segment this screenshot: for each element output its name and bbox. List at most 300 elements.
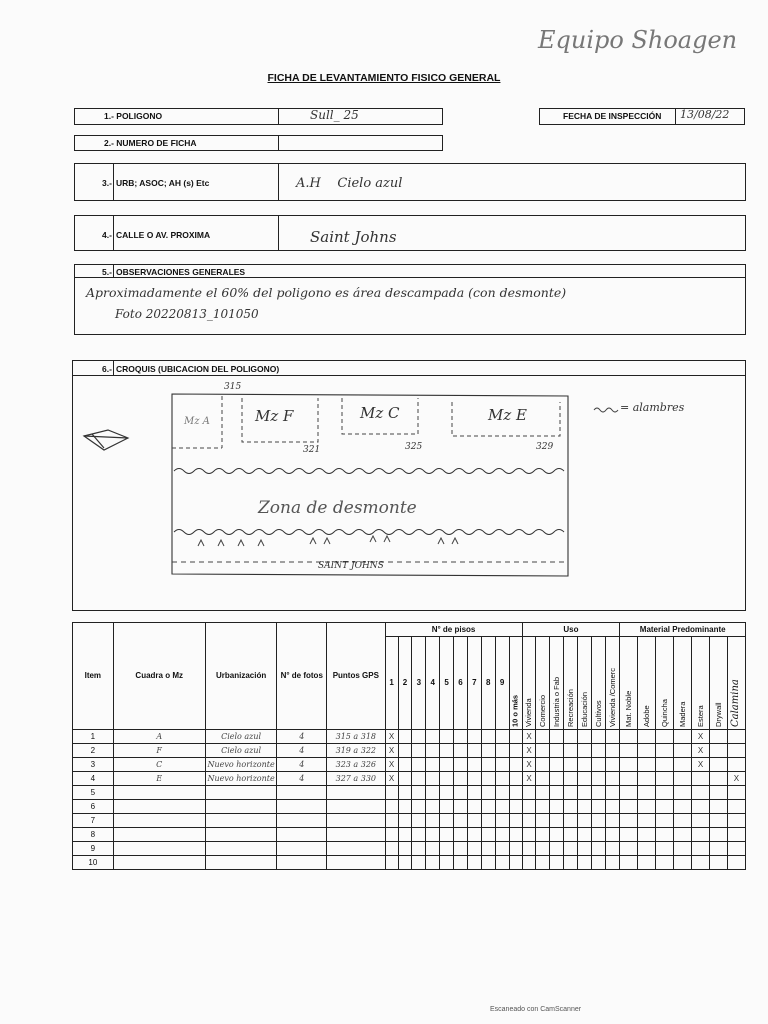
checkbox-cell[interactable]: [440, 758, 454, 772]
checkbox-cell[interactable]: [536, 786, 550, 800]
checkbox-cell[interactable]: [509, 744, 522, 758]
cell-cuadra[interactable]: [113, 828, 205, 842]
checkbox-cell[interactable]: [592, 828, 606, 842]
checkbox-cell[interactable]: [620, 786, 638, 800]
checkbox-cell[interactable]: [454, 730, 468, 744]
checkbox-cell[interactable]: [454, 758, 468, 772]
checkbox-cell[interactable]: [592, 856, 606, 870]
obs-line-2[interactable]: Foto 20220813_101050: [115, 307, 259, 321]
checkbox-cell[interactable]: [656, 800, 674, 814]
checkbox-cell[interactable]: [412, 814, 426, 828]
checkbox-cell[interactable]: [412, 800, 426, 814]
checkbox-cell[interactable]: [692, 856, 710, 870]
cell-urbanizacion[interactable]: [205, 842, 277, 856]
checkbox-cell[interactable]: [638, 758, 656, 772]
checkbox-cell[interactable]: [550, 758, 564, 772]
checkbox-cell[interactable]: [638, 786, 656, 800]
checkbox-cell[interactable]: [620, 758, 638, 772]
checkbox-cell[interactable]: [606, 786, 620, 800]
checkbox-cell[interactable]: [495, 856, 509, 870]
checkbox-cell[interactable]: [592, 772, 606, 786]
checkbox-cell[interactable]: [578, 842, 592, 856]
checkbox-cell[interactable]: [481, 730, 495, 744]
check-mark[interactable]: X: [692, 744, 710, 758]
checkbox-cell[interactable]: [592, 744, 606, 758]
cell-fotos[interactable]: [277, 814, 327, 828]
cell-gps[interactable]: 327 a 330: [327, 772, 386, 786]
checkbox-cell[interactable]: [495, 842, 509, 856]
checkbox-cell[interactable]: [536, 800, 550, 814]
cell-gps[interactable]: [327, 828, 386, 842]
checkbox-cell[interactable]: [620, 730, 638, 744]
checkbox-cell[interactable]: [495, 772, 509, 786]
checkbox-cell[interactable]: [426, 744, 440, 758]
checkbox-cell[interactable]: [426, 758, 440, 772]
cell-gps[interactable]: [327, 786, 386, 800]
checkbox-cell[interactable]: [656, 772, 674, 786]
check-mark[interactable]: X: [522, 744, 536, 758]
cell-fotos[interactable]: [277, 842, 327, 856]
cell-cuadra[interactable]: [113, 856, 205, 870]
checkbox-cell[interactable]: [536, 842, 550, 856]
urb-value[interactable]: A.H Cielo azul: [296, 176, 403, 191]
checkbox-cell[interactable]: [606, 744, 620, 758]
checkbox-cell[interactable]: [426, 842, 440, 856]
checkbox-cell[interactable]: [509, 828, 522, 842]
checkbox-cell[interactable]: [578, 828, 592, 842]
checkbox-cell[interactable]: [727, 800, 745, 814]
checkbox-cell[interactable]: [467, 744, 481, 758]
checkbox-cell[interactable]: [620, 772, 638, 786]
check-mark[interactable]: X: [385, 730, 398, 744]
checkbox-cell[interactable]: [509, 730, 522, 744]
checkbox-cell[interactable]: [467, 814, 481, 828]
checkbox-cell[interactable]: [481, 786, 495, 800]
cell-item[interactable]: 2: [73, 744, 114, 758]
checkbox-cell[interactable]: [674, 856, 692, 870]
checkbox-cell[interactable]: [564, 786, 578, 800]
checkbox-cell[interactable]: [727, 786, 745, 800]
obs-line-1[interactable]: Aproximadamente el 60% del poligono es área descampada (con desmonte): [86, 285, 567, 300]
checkbox-cell[interactable]: [620, 828, 638, 842]
checkbox-cell[interactable]: [481, 744, 495, 758]
checkbox-cell[interactable]: [592, 800, 606, 814]
checkbox-cell[interactable]: [495, 814, 509, 828]
checkbox-cell[interactable]: [656, 814, 674, 828]
checkbox-cell[interactable]: [564, 828, 578, 842]
checkbox-cell[interactable]: [564, 814, 578, 828]
checkbox-cell[interactable]: [578, 730, 592, 744]
checkbox-cell[interactable]: [550, 814, 564, 828]
checkbox-cell[interactable]: [495, 730, 509, 744]
checkbox-cell[interactable]: [412, 772, 426, 786]
checkbox-cell[interactable]: [454, 842, 468, 856]
checkbox-cell[interactable]: [426, 856, 440, 870]
checkbox-cell[interactable]: [467, 828, 481, 842]
checkbox-cell[interactable]: [440, 786, 454, 800]
cell-item[interactable]: 10: [73, 856, 114, 870]
checkbox-cell[interactable]: [467, 786, 481, 800]
checkbox-cell[interactable]: [398, 730, 412, 744]
cell-gps[interactable]: [327, 800, 386, 814]
checkbox-cell[interactable]: [656, 758, 674, 772]
checkbox-cell[interactable]: [440, 814, 454, 828]
cell-fotos[interactable]: [277, 786, 327, 800]
checkbox-cell[interactable]: [606, 828, 620, 842]
cell-urbanizacion[interactable]: [205, 786, 277, 800]
checkbox-cell[interactable]: [412, 856, 426, 870]
checkbox-cell[interactable]: [592, 758, 606, 772]
checkbox-cell[interactable]: [578, 758, 592, 772]
checkbox-cell[interactable]: [710, 856, 728, 870]
checkbox-cell[interactable]: [550, 856, 564, 870]
checkbox-cell[interactable]: [550, 828, 564, 842]
checkbox-cell[interactable]: [467, 758, 481, 772]
checkbox-cell[interactable]: [592, 786, 606, 800]
checkbox-cell[interactable]: [385, 856, 398, 870]
cell-cuadra[interactable]: E: [113, 772, 205, 786]
checkbox-cell[interactable]: [674, 786, 692, 800]
checkbox-cell[interactable]: [620, 856, 638, 870]
checkbox-cell[interactable]: [656, 730, 674, 744]
checkbox-cell[interactable]: [606, 730, 620, 744]
checkbox-cell[interactable]: [440, 730, 454, 744]
checkbox-cell[interactable]: [638, 814, 656, 828]
checkbox-cell[interactable]: [495, 828, 509, 842]
fecha-value[interactable]: 13/08/22: [680, 108, 730, 121]
checkbox-cell[interactable]: [454, 772, 468, 786]
check-mark[interactable]: X: [727, 772, 745, 786]
checkbox-cell[interactable]: [412, 828, 426, 842]
checkbox-cell[interactable]: [710, 786, 728, 800]
checkbox-cell[interactable]: [495, 786, 509, 800]
checkbox-cell[interactable]: [440, 772, 454, 786]
checkbox-cell[interactable]: [536, 730, 550, 744]
checkbox-cell[interactable]: [467, 856, 481, 870]
cell-cuadra[interactable]: [113, 800, 205, 814]
checkbox-cell[interactable]: [412, 842, 426, 856]
material-col-6: Drywall: [710, 637, 728, 730]
checkbox-cell[interactable]: [710, 842, 728, 856]
checkbox-cell[interactable]: [638, 772, 656, 786]
cell-urbanizacion[interactable]: Nuevo horizonte: [205, 758, 277, 772]
header-urbanizacion: Urbanización: [205, 623, 277, 730]
cell-fotos[interactable]: [277, 828, 327, 842]
checkbox-cell[interactable]: [550, 786, 564, 800]
checkbox-cell[interactable]: [578, 786, 592, 800]
checkbox-cell[interactable]: [509, 772, 522, 786]
cell-urbanizacion[interactable]: Cielo azul: [205, 730, 277, 744]
checkbox-cell[interactable]: [385, 842, 398, 856]
checkbox-cell[interactable]: [536, 772, 550, 786]
checkbox-cell[interactable]: [710, 814, 728, 828]
checkbox-cell[interactable]: [606, 856, 620, 870]
cell-urbanizacion[interactable]: [205, 828, 277, 842]
checkbox-cell[interactable]: [454, 800, 468, 814]
checkbox-cell[interactable]: [495, 800, 509, 814]
cell-gps[interactable]: 323 a 326: [327, 758, 386, 772]
cell-cuadra[interactable]: F: [113, 744, 205, 758]
checkbox-cell[interactable]: [454, 744, 468, 758]
checkbox-cell[interactable]: [620, 744, 638, 758]
checkbox-cell[interactable]: [398, 800, 412, 814]
cell-gps[interactable]: [327, 842, 386, 856]
checkbox-cell[interactable]: [620, 842, 638, 856]
checkbox-cell[interactable]: [412, 730, 426, 744]
checkbox-cell[interactable]: [592, 730, 606, 744]
checkbox-cell[interactable]: [426, 730, 440, 744]
checkbox-cell[interactable]: [398, 842, 412, 856]
check-mark[interactable]: X: [385, 758, 398, 772]
checkbox-cell[interactable]: [522, 800, 536, 814]
checkbox-cell[interactable]: [564, 856, 578, 870]
checkbox-cell[interactable]: [536, 828, 550, 842]
cell-fotos[interactable]: [277, 856, 327, 870]
checkbox-cell[interactable]: [692, 800, 710, 814]
checkbox-cell[interactable]: [606, 772, 620, 786]
checkbox-cell[interactable]: [727, 814, 745, 828]
checkbox-cell[interactable]: [656, 828, 674, 842]
checkbox-cell[interactable]: [656, 856, 674, 870]
cell-item[interactable]: 4: [73, 772, 114, 786]
check-mark[interactable]: X: [522, 758, 536, 772]
checkbox-cell[interactable]: [564, 842, 578, 856]
checkbox-cell[interactable]: [727, 758, 745, 772]
checkbox-cell[interactable]: [536, 856, 550, 870]
checkbox-cell[interactable]: [412, 786, 426, 800]
checkbox-cell[interactable]: [564, 730, 578, 744]
checkbox-cell[interactable]: [467, 842, 481, 856]
checkbox-cell[interactable]: [385, 800, 398, 814]
checkbox-cell[interactable]: [440, 856, 454, 870]
checkbox-cell[interactable]: [467, 730, 481, 744]
checkbox-cell[interactable]: [550, 730, 564, 744]
cell-item[interactable]: 9: [73, 842, 114, 856]
checkbox-cell[interactable]: [674, 842, 692, 856]
checkbox-cell[interactable]: [426, 814, 440, 828]
cell-urbanizacion[interactable]: Cielo azul: [205, 744, 277, 758]
checkbox-cell[interactable]: [578, 814, 592, 828]
checkbox-cell[interactable]: [481, 758, 495, 772]
checkbox-cell[interactable]: [398, 814, 412, 828]
checkbox-cell[interactable]: [727, 842, 745, 856]
checkbox-cell[interactable]: [509, 800, 522, 814]
checkbox-cell[interactable]: [509, 814, 522, 828]
checkbox-cell[interactable]: [674, 758, 692, 772]
checkbox-cell[interactable]: [522, 828, 536, 842]
checkbox-cell[interactable]: [710, 758, 728, 772]
checkbox-cell[interactable]: [638, 744, 656, 758]
checkbox-cell[interactable]: [522, 842, 536, 856]
checkbox-cell[interactable]: [398, 828, 412, 842]
checkbox-cell[interactable]: [638, 828, 656, 842]
table-row: [73, 786, 746, 800]
checkbox-cell[interactable]: [385, 786, 398, 800]
checkbox-cell[interactable]: [398, 772, 412, 786]
cell-item[interactable]: 3: [73, 758, 114, 772]
checkbox-cell[interactable]: [467, 800, 481, 814]
cell-item[interactable]: 7: [73, 814, 114, 828]
checkbox-cell[interactable]: [692, 786, 710, 800]
checkbox-cell[interactable]: [426, 828, 440, 842]
checkbox-cell[interactable]: [638, 800, 656, 814]
cell-item[interactable]: 6: [73, 800, 114, 814]
checkbox-cell[interactable]: [481, 814, 495, 828]
checkbox-cell[interactable]: [674, 772, 692, 786]
checkbox-cell[interactable]: [692, 828, 710, 842]
checkbox-cell[interactable]: [509, 786, 522, 800]
calle-value[interactable]: Saint Johns: [310, 228, 397, 246]
cell-gps[interactable]: [327, 814, 386, 828]
checkbox-cell[interactable]: [606, 800, 620, 814]
cell-fotos[interactable]: 4: [277, 744, 327, 758]
checkbox-cell[interactable]: [385, 814, 398, 828]
checkbox-cell[interactable]: [509, 758, 522, 772]
checkbox-cell[interactable]: [674, 800, 692, 814]
cell-fotos[interactable]: 4: [277, 758, 327, 772]
checkbox-cell[interactable]: [454, 814, 468, 828]
checkbox-cell[interactable]: [495, 744, 509, 758]
checkbox-cell[interactable]: [578, 772, 592, 786]
checkbox-cell[interactable]: [564, 772, 578, 786]
checkbox-cell[interactable]: [454, 856, 468, 870]
checkbox-cell[interactable]: [481, 842, 495, 856]
checkbox-cell[interactable]: [412, 744, 426, 758]
cell-urbanizacion[interactable]: [205, 856, 277, 870]
check-mark[interactable]: X: [385, 744, 398, 758]
checkbox-cell[interactable]: [398, 786, 412, 800]
cell-fotos[interactable]: [277, 800, 327, 814]
cell-cuadra[interactable]: A: [113, 730, 205, 744]
checkbox-cell[interactable]: [620, 800, 638, 814]
checkbox-cell[interactable]: [509, 856, 522, 870]
checkbox-cell[interactable]: [710, 730, 728, 744]
checkbox-cell[interactable]: [550, 744, 564, 758]
checkbox-cell[interactable]: [710, 800, 728, 814]
cell-cuadra[interactable]: C: [113, 758, 205, 772]
checkbox-cell[interactable]: [454, 786, 468, 800]
checkbox-cell[interactable]: [692, 772, 710, 786]
checkbox-cell[interactable]: [727, 730, 745, 744]
checkbox-cell[interactable]: [536, 744, 550, 758]
checkbox-cell[interactable]: [638, 856, 656, 870]
checkbox-cell[interactable]: [578, 856, 592, 870]
checkbox-cell[interactable]: [656, 744, 674, 758]
check-mark[interactable]: X: [692, 758, 710, 772]
checkbox-cell[interactable]: [674, 814, 692, 828]
cell-gps[interactable]: 319 a 322: [327, 744, 386, 758]
checkbox-cell[interactable]: [564, 744, 578, 758]
checkbox-cell[interactable]: [564, 800, 578, 814]
cell-gps[interactable]: 315 a 318: [327, 730, 386, 744]
checkbox-cell[interactable]: [412, 758, 426, 772]
checkbox-cell[interactable]: [440, 828, 454, 842]
checkbox-cell[interactable]: [522, 786, 536, 800]
checkbox-cell[interactable]: [509, 842, 522, 856]
checkbox-cell[interactable]: [606, 842, 620, 856]
checkbox-cell[interactable]: [440, 744, 454, 758]
cell-cuadra[interactable]: [113, 814, 205, 828]
checkbox-cell[interactable]: [692, 814, 710, 828]
cell-fotos[interactable]: 4: [277, 730, 327, 744]
cell-item[interactable]: 8: [73, 828, 114, 842]
checkbox-cell[interactable]: [592, 842, 606, 856]
checkbox-cell[interactable]: [536, 814, 550, 828]
checkbox-cell[interactable]: [710, 744, 728, 758]
checkbox-cell[interactable]: [656, 842, 674, 856]
cell-urbanizacion[interactable]: [205, 800, 277, 814]
checkbox-cell[interactable]: [710, 828, 728, 842]
checkbox-cell[interactable]: [656, 786, 674, 800]
checkbox-cell[interactable]: [495, 758, 509, 772]
checkbox-cell[interactable]: [481, 828, 495, 842]
checkbox-cell[interactable]: [550, 800, 564, 814]
poligono-value[interactable]: Sull_ 25: [310, 108, 359, 122]
checkbox-cell[interactable]: [578, 744, 592, 758]
checkbox-cell[interactable]: [620, 814, 638, 828]
checkbox-cell[interactable]: [398, 758, 412, 772]
checkbox-cell[interactable]: [674, 730, 692, 744]
checkbox-cell[interactable]: [550, 772, 564, 786]
checkbox-cell[interactable]: [727, 744, 745, 758]
checkbox-cell[interactable]: [398, 856, 412, 870]
cell-gps[interactable]: [327, 856, 386, 870]
checkbox-cell[interactable]: [638, 842, 656, 856]
checkbox-cell[interactable]: [426, 772, 440, 786]
cell-urbanizacion[interactable]: Nuevo horizonte: [205, 772, 277, 786]
checkbox-cell[interactable]: [522, 814, 536, 828]
cell-fotos[interactable]: 4: [277, 772, 327, 786]
checkbox-cell[interactable]: [536, 758, 550, 772]
checkbox-cell[interactable]: [674, 828, 692, 842]
checkbox-cell[interactable]: [426, 786, 440, 800]
checkbox-cell[interactable]: [522, 856, 536, 870]
checkbox-cell[interactable]: [727, 856, 745, 870]
checkbox-cell[interactable]: [481, 800, 495, 814]
check-mark[interactable]: X: [692, 730, 710, 744]
checkbox-cell[interactable]: [727, 828, 745, 842]
check-mark[interactable]: X: [522, 730, 536, 744]
cell-item[interactable]: 5: [73, 786, 114, 800]
cell-cuadra[interactable]: [113, 842, 205, 856]
checkbox-cell[interactable]: [710, 772, 728, 786]
checkbox-cell[interactable]: [578, 800, 592, 814]
check-mark[interactable]: X: [522, 772, 536, 786]
checkbox-cell[interactable]: [592, 814, 606, 828]
cell-cuadra[interactable]: [113, 786, 205, 800]
check-mark[interactable]: X: [385, 772, 398, 786]
checkbox-cell[interactable]: [426, 800, 440, 814]
checkbox-cell[interactable]: [481, 856, 495, 870]
checkbox-cell[interactable]: [467, 772, 481, 786]
checkbox-cell[interactable]: [638, 730, 656, 744]
checkbox-cell[interactable]: [550, 842, 564, 856]
checkbox-cell[interactable]: [454, 828, 468, 842]
checkbox-cell[interactable]: [674, 744, 692, 758]
checkbox-cell[interactable]: [481, 772, 495, 786]
checkbox-cell[interactable]: [606, 758, 620, 772]
checkbox-cell[interactable]: [606, 814, 620, 828]
cell-item[interactable]: 1: [73, 730, 114, 744]
checkbox-cell[interactable]: [385, 828, 398, 842]
header-item: Item: [73, 623, 114, 730]
checkbox-cell[interactable]: [440, 800, 454, 814]
checkbox-cell[interactable]: [564, 758, 578, 772]
checkbox-cell[interactable]: [692, 842, 710, 856]
checkbox-cell[interactable]: [440, 842, 454, 856]
cell-urbanizacion[interactable]: [205, 814, 277, 828]
checkbox-cell[interactable]: [398, 744, 412, 758]
